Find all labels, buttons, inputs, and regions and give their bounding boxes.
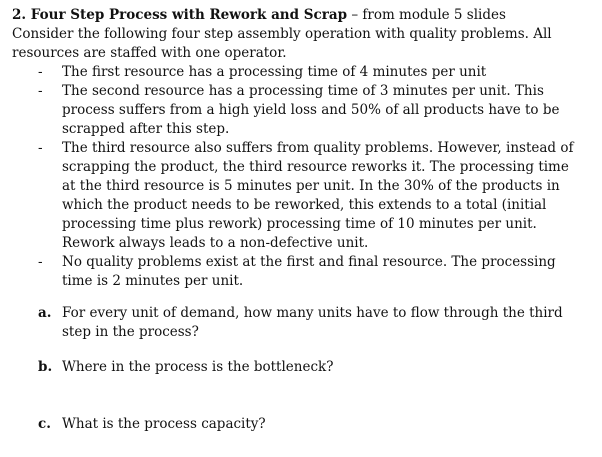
question-c [12,415,582,434]
question-text: What is the process capacity? [62,416,266,432]
problem-heading-bold: 2. Four Step Process with Rework and Scrap [12,7,348,23]
question-text: For every unit of demand, how many units have to flow through the third step in the process? [62,305,563,340]
question-letter: c. [38,416,51,432]
bullet-text: No quality problems exist at the first and final resource. The processing time is 2 minutes per unit. [62,254,556,289]
bullet-item-4 [12,253,582,291]
bullet-item-3 [12,139,582,253]
document-page [12,6,594,434]
bullet-dash: - [38,140,43,156]
bullet-text: The third resource also suffers from quality problems. However, instead of scrapping the product, the third resource reworks it. The processing time at the third resource is 5 minutes per unit. In the 30% of the products in which the product needs to be reworked, this extends to a total (initial processing time plus rework) processing time of 10 minutes per unit. Rework always leads to a non-defective unit. [62,140,574,251]
question-a [12,304,582,342]
bullet-list [12,63,594,291]
bullet-text: The first resource has a processing time of 4 minutes per unit [62,64,487,80]
question-b [12,358,582,377]
question-text: Where in the process is the bottleneck? [62,359,334,375]
bullet-text: The second resource has a processing time of 3 minutes per unit. This process suffers from a high yield loss and 50% of all products have to be scrapped after this step. [62,83,560,137]
question-letter: a. [38,305,52,321]
question-letter: b. [38,359,53,375]
problem-intro: Consider the following four step assembly operation with quality problems. All resources are staffed with one operator. [12,26,552,61]
bullet-dash: - [38,254,43,270]
problem-heading [12,6,594,25]
bullet-dash: - [38,64,43,80]
bullet-item-1 [12,63,582,82]
bullet-dash: - [38,83,43,99]
bullet-item-2 [12,82,582,139]
problem-heading-source: – from module 5 slides [347,7,506,23]
